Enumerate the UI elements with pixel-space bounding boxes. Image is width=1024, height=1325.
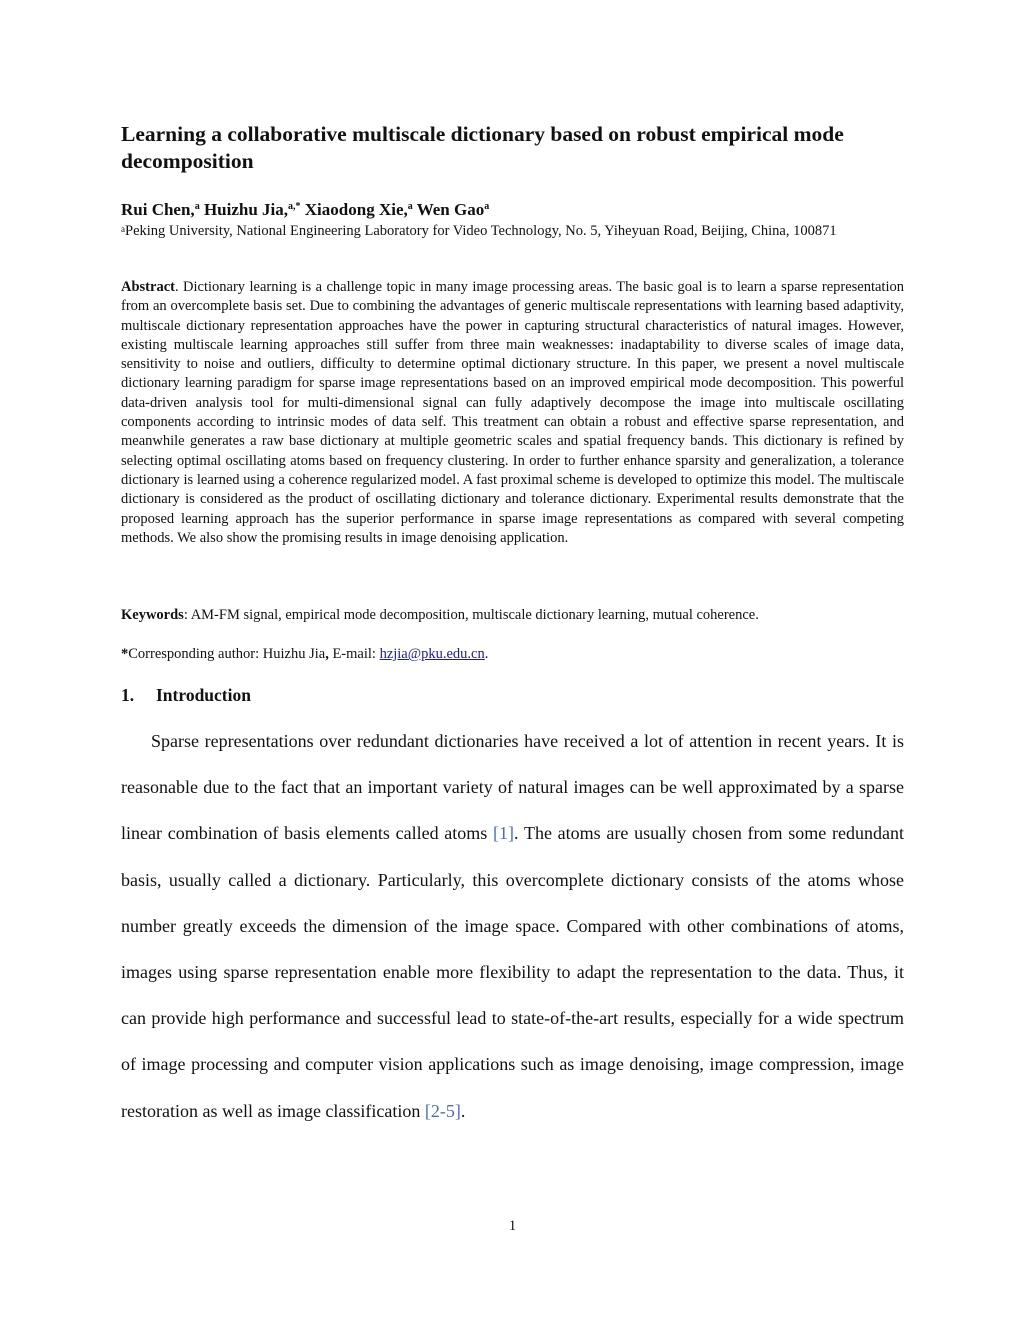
abstract — [121, 278, 904, 548]
author-affiliation-mark: a,* — [288, 201, 301, 212]
author-affiliation-mark: a — [484, 201, 490, 212]
author-name: Huizhu Jia, — [203, 200, 289, 219]
corresponding-end: . — [484, 646, 489, 662]
author-affiliation-mark: a — [194, 201, 200, 212]
author-name: Rui Chen, — [121, 200, 195, 219]
affiliation-mark: a — [121, 224, 125, 234]
corresponding-author — [121, 644, 904, 664]
citation-link[interactable]: [1] — [493, 823, 515, 844]
email-link[interactable]: hzjia@pku.edu.cn — [379, 646, 485, 662]
abstract-text: . Dictionary learning is a challenge topic in many image processing areas. The basic goal is to learn a sparse representation from an overcomplete basis set. Due to combining the advantages of generic multiscale representations with learning based adaptivity, multiscale dictionary representation approaches have the power in capturing structural characteristics of natural images. However, existing multiscale learning approaches still suffer from three main weaknesses: inadaptability to diverse scales of image data, sensitivity to noise and outliers, difficulty to determine optimal dictionary structure. In this paper, we present a novel multiscale dictionary learning paradigm for sparse image representations based on an improved empirical mode decomposition. This powerful data-driven analysis tool for multi-dimensional signal can fully adaptively decompose the image into multiscale oscillating components according to intrinsic modes of data self. This treatment can obtain a robust and effective sparse representation, and meanwhile generates a raw base dictionary at multiple geometric scales and spatial frequency bands. This dictionary is refined by selecting optimal oscillating atoms based on frequency clustering. In order to further enhance sparsity and generalization, a tolerance dictionary is learned using a coherence regularized model. A fast proximal scheme is developed to optimize this model. The multiscale dictionary is considered as the product of oscillating dictionary and tolerance dictionary. Experimental results demonstrate that the proposed learning approach has the superior performance in sparse image representations as compared with several competing methods. We also show the promising results in image denoising application. — [121, 279, 904, 546]
author-list — [121, 199, 904, 221]
author-name: Wen Gao — [416, 200, 485, 219]
corresponding-text: Corresponding author: Huizhu Jia — [128, 646, 326, 662]
keywords-text: : AM-FM signal, empirical mode decomposition, multiscale dictionary learning, mutual coherence. — [183, 607, 759, 623]
section-title: Introduction — [156, 685, 251, 705]
corresponding-comma: , — [325, 646, 329, 662]
page-number: 1 — [508, 1218, 517, 1234]
corresponding-star: * — [121, 646, 129, 662]
citation-link[interactable]: [2-5] — [424, 1100, 461, 1121]
author-affiliation-mark: a — [407, 201, 413, 212]
intro-text: Sparse representations over redundant dictionaries have received a lot of attention in recent years. It is reasonable due to the fact that an important variety of natural images can be well approximated by a sparse linear combination of basis elements called atoms — [121, 731, 904, 844]
keywords — [121, 605, 904, 625]
affiliation-text: Peking University, National Engineering Laboratory for Video Technology, No. 5, Yiheyuan Road, Beijing, China, 100871 — [125, 223, 837, 239]
email-label: E-mail: — [328, 646, 380, 662]
paper-title: Learning a collaborative multiscale dictionary based on robust empirical mode decomposition — [121, 122, 844, 173]
affiliation — [121, 221, 904, 241]
section-heading — [121, 683, 904, 707]
intro-text: . — [460, 1100, 466, 1121]
intro-text: . The atoms are usually chosen from some redundant basis, usually called a dictionary. Particularly, this overcomplete dictionary consists of the atoms whose number greatly exceeds the dimension of the image space. Compared with other combinations of atoms, images using sparse representation enable more flexibility to adapt the representation to the data. Thus, it can provide high performance and successful lead to state-of-the-art results, especially for a wide spectrum of image processing and computer vision applications such as image denoising, image compression, image restoration as well as image classification — [121, 823, 904, 1121]
abstract-label: Abstract — [121, 279, 175, 295]
author-name: Xiaodong Xie, — [304, 200, 408, 219]
introduction-paragraph — [121, 718, 904, 1134]
keywords-label: Keywords — [121, 607, 184, 623]
section-number: 1. — [121, 685, 135, 705]
